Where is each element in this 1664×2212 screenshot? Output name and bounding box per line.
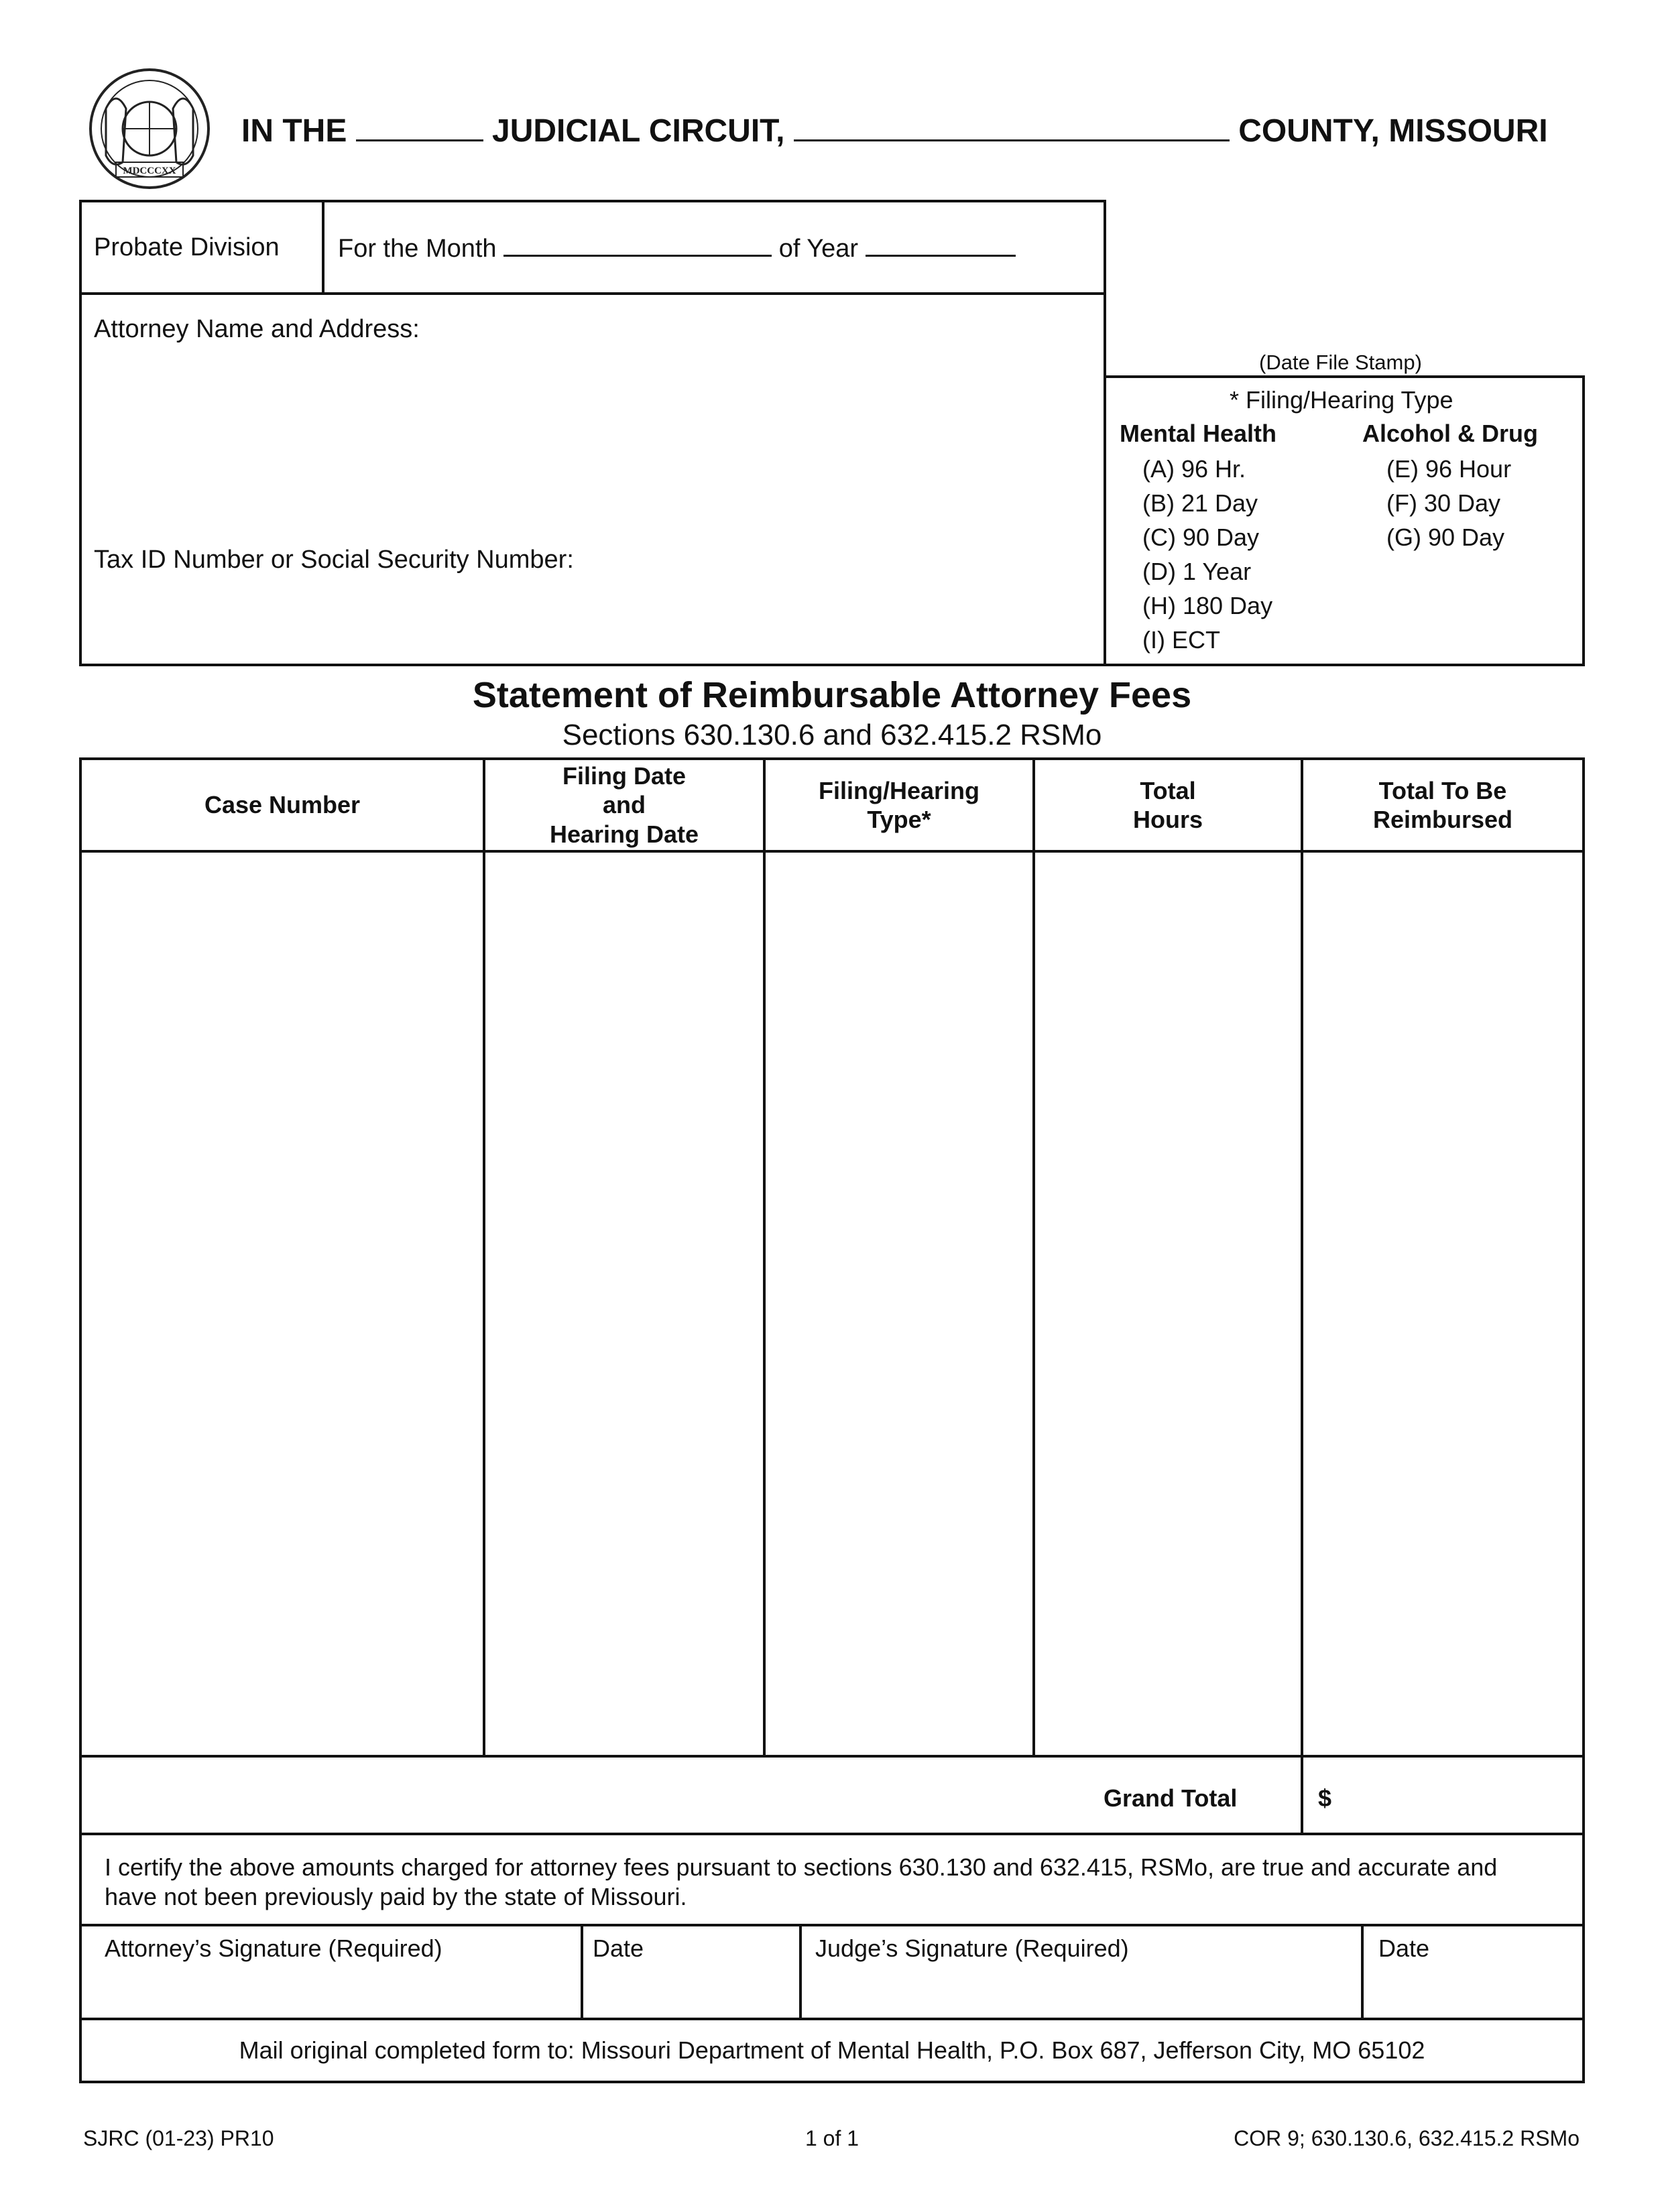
- filing-type-title: * Filing/Hearing Type: [1230, 386, 1453, 414]
- list-item: (H) 180 Day: [1142, 592, 1273, 619]
- year-field[interactable]: [866, 232, 1016, 257]
- of-year-label: of Year: [778, 235, 859, 263]
- header-filing-type: Filing/Hearing Type*: [818, 776, 979, 833]
- footer-form-id: SJRC (01-23) PR10: [83, 2126, 274, 2150]
- filing-type-column-field[interactable]: [766, 853, 1032, 1755]
- attorney-date-field[interactable]: [585, 1967, 798, 2016]
- month-year-row: [338, 232, 1016, 265]
- date-file-stamp-area: [1113, 201, 1582, 349]
- attorney-signature-label: Attorney’s Signature (Required): [105, 1934, 442, 1962]
- list-item: (B) 21 Day: [1142, 489, 1258, 517]
- county-name-blank[interactable]: [794, 117, 1230, 141]
- list-item: (F) 30 Day: [1386, 489, 1501, 517]
- total-reimbursed-column-field[interactable]: [1303, 853, 1582, 1755]
- total-hours-column-field[interactable]: [1035, 853, 1301, 1755]
- list-item: (C) 90 Day: [1142, 524, 1260, 551]
- header-case-number: Case Number: [204, 791, 361, 819]
- attorney-signature-field[interactable]: [83, 1967, 579, 2016]
- tax-id-label: Tax ID Number or Social Security Number:: [94, 546, 574, 574]
- tax-id-field[interactable]: [94, 583, 1086, 650]
- header-total-reimbursed: Total To Be Reimbursed: [1372, 776, 1513, 833]
- attorney-date-label: Date: [593, 1934, 644, 1962]
- svg-text:MDCCCXX: MDCCCXX: [123, 166, 176, 176]
- footer-page-number: 1 of 1: [805, 2126, 859, 2150]
- alcohol-drug-list: [1386, 452, 1511, 554]
- attorney-name-label: Attorney Name and Address:: [94, 315, 420, 343]
- judge-date-label: Date: [1378, 1934, 1430, 1962]
- list-item: (A) 96 Hr.: [1142, 455, 1246, 483]
- mental-health-list: [1142, 452, 1272, 657]
- court-header: [241, 111, 1548, 151]
- list-item: (I) ECT: [1142, 626, 1220, 654]
- case-number-column-field[interactable]: [82, 853, 483, 1755]
- grand-total-label: Grand Total: [1104, 1784, 1238, 1812]
- header-county: COUNTY, MISSOURI: [1238, 113, 1548, 149]
- list-item: (E) 96 Hour: [1386, 455, 1512, 483]
- footer-reference: COR 9; 630.130.6, 632.415.2 RSMo: [1234, 2126, 1580, 2150]
- mental-health-title: Mental Health: [1120, 420, 1277, 447]
- date-file-stamp-label: (Date File Stamp): [1259, 351, 1422, 374]
- filing-date-column-field[interactable]: [485, 853, 763, 1755]
- judge-signature-label: Judge’s Signature (Required): [815, 1934, 1129, 1962]
- header-prefix: IN THE: [241, 113, 347, 149]
- state-seal-logo: [86, 62, 213, 196]
- list-item: (G) 90 Day: [1386, 524, 1505, 551]
- header-filing-date: Filing Date and Hearing Date: [549, 762, 699, 848]
- attorney-name-field[interactable]: [94, 349, 1086, 523]
- probate-division-label: Probate Division: [94, 233, 280, 261]
- header-total-hours: Total Hours: [1132, 776, 1203, 833]
- certification-line-1: I certify the above amounts charged for attorney fees pursuant to sections 630.130 and 632.415, RSMo, are true and accurate and: [105, 1853, 1498, 1881]
- judge-date-field[interactable]: [1365, 1967, 1581, 2016]
- certification-text: [105, 1853, 1497, 1912]
- alcohol-drug-title: Alcohol & Drug: [1362, 420, 1538, 447]
- currency-symbol: $: [1318, 1784, 1332, 1812]
- judge-signature-field[interactable]: [803, 1967, 1360, 2016]
- circuit-number-blank[interactable]: [356, 117, 483, 141]
- form-title: Statement of Reimbursable Attorney Fees: [472, 675, 1192, 715]
- header-circuit: JUDICIAL CIRCUIT,: [492, 113, 785, 149]
- month-field[interactable]: [503, 232, 772, 257]
- form-subtitle: Sections 630.130.6 and 632.415.2 RSMo: [562, 719, 1102, 751]
- grand-total-field[interactable]: [1341, 1770, 1576, 1823]
- list-item: (D) 1 Year: [1142, 558, 1252, 585]
- mail-instructions: Mail original completed form to: Missouri Department of Mental Health, P.O. Box 687, Jefferson City, MO 65102: [239, 2036, 1425, 2064]
- for-month-label: For the Month: [338, 235, 497, 263]
- certification-line-2: have not been previously paid by the state of Missouri.: [105, 1883, 687, 1910]
